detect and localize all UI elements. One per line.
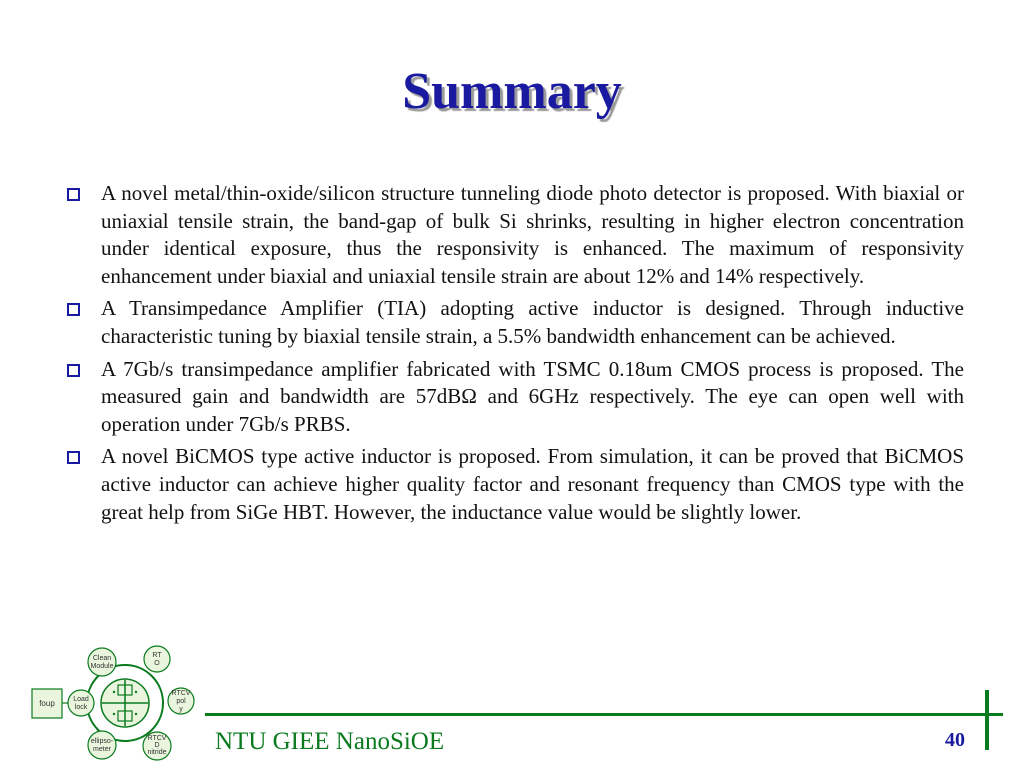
clean-module-label: Clean bbox=[92, 655, 112, 662]
ellipsometer-node bbox=[88, 731, 116, 759]
footer-label: NTU GIEE NanoSiOE bbox=[215, 728, 445, 755]
cluster-tool-logo bbox=[30, 640, 205, 765]
rtcv-poly-label: RTCV bbox=[171, 690, 191, 697]
summary-bullet-list bbox=[66, 180, 964, 531]
bullet-text: A novel BiCMOS type active inductor is proposed. From simulation, it can be proved that BiCMOS active inductor can achieve higher quality factor and resonant frequency than CMOS type with the great help from SiGe HBT. However, the inductance value would be slightly lower. bbox=[101, 444, 964, 524]
bullet-text: A Transimpedance Amplifier (TIA) adopting active inductor is designed. Through inductive characteristic tuning by biaxial tensile strain, a 5.5% bandwidth enhancement can be achieved. bbox=[101, 296, 964, 348]
bullet-item bbox=[66, 180, 964, 290]
rtcv-nitride-label: RTCV bbox=[147, 735, 167, 742]
clean-module-label: Module bbox=[90, 663, 114, 670]
rtcv-nitride-label: nitride bbox=[147, 749, 167, 756]
square-bullet-icon bbox=[67, 451, 80, 464]
bullet-text: A 7Gb/s transimpedance amplifier fabricated with TSMC 0.18um CMOS process is proposed. The measured gain and bandwidth are 57dBΩ and 6GHz respectively. The eye can open well with operation under 7Gb/s PRBS. bbox=[101, 356, 964, 436]
rto-node bbox=[144, 646, 170, 672]
rto-label: RT bbox=[152, 652, 162, 659]
bullet-text: A novel metal/thin-oxide/silicon structure tunneling diode photo detector is proposed. With biaxial or uniaxial tensile strain, the band-gap of bulk Si shrinks, resulting in higher electron concentration under identical exposure, thus the responsivity is enhanced. The maximum of responsivity enhancement under biaxial and uniaxial tensile strain are about 12% and 14% respectively. bbox=[101, 181, 964, 288]
page-number: 40 bbox=[945, 729, 965, 751]
ellipsometer-label: meter bbox=[93, 746, 111, 753]
ellipsometer-label: ellipso- bbox=[90, 738, 114, 745]
square-bullet-icon bbox=[67, 364, 80, 377]
bullet-item bbox=[66, 295, 964, 350]
rtcv-nitride-label: D bbox=[154, 742, 160, 749]
square-bullet-icon bbox=[67, 188, 80, 201]
load-lock-node bbox=[68, 690, 94, 716]
footer-vertical-mark bbox=[985, 690, 989, 750]
bullet-item bbox=[66, 356, 964, 439]
load-lock-label: Load bbox=[73, 696, 89, 703]
slide-title: Summary bbox=[402, 63, 622, 120]
rto-label: O bbox=[154, 660, 160, 667]
rtcv-poly-label: pol bbox=[176, 698, 186, 705]
load-lock-label: lock bbox=[74, 704, 88, 711]
bullet-item bbox=[66, 443, 964, 526]
square-bullet-icon bbox=[67, 303, 80, 316]
footer-divider bbox=[205, 713, 1003, 716]
rtcv-poly-label: y bbox=[179, 706, 183, 713]
foup-label: foup bbox=[39, 699, 55, 708]
clean-module-node bbox=[88, 648, 116, 676]
